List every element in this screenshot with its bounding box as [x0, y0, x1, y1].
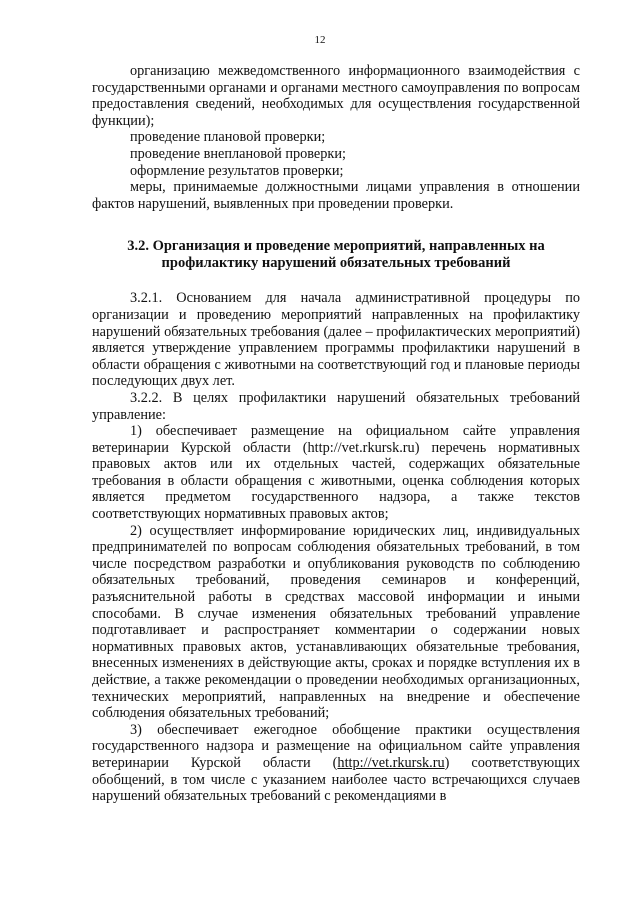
item3-text-before: 3) обеспечивает ежегодное обобщение практики осуществления государственного надзора и размещение на официальном сайте управления ветеринарии Курской области ( — [92, 721, 580, 771]
website-link[interactable]: http://vet.rkursk.ru — [337, 754, 445, 771]
item3-text-after: ) соответствующих обобщений, в том числе с указанием наиболее часто встречающихся случаев нарушений обязательных требований с рекомендациями в — [92, 754, 580, 805]
paragraph-3-2-1: 3.2.1. Основанием для начала административной процедуры по организации и проведению мероприятий направленных на профилактику нарушений обязательных требования (далее – профилактических мероприятий) является утверждение управлением программы профилактики нарушений в области обращения с животными на соответствующий год и плановые периоды последующих двух лет. — [92, 290, 580, 390]
paragraph-measures: меры, принимаемые должностными лицами управления в отношении фактов нарушений, выявленных при проведении проверки. — [92, 179, 580, 212]
paragraph-interagency: организацию межведомственного информационного взаимодействия с государственными органами и органами местного самоуправления по вопросам предоставления сведений, необходимых для осуществления государственной функции); — [92, 63, 580, 129]
paragraph-3-2-2: 3.2.2. В целях профилактики нарушений обязательных требований управление: — [92, 389, 580, 423]
list-item-1-publication: 1) обеспечивает размещение на официальном сайте управления ветеринарии Курской области (http://vet.rkursk.ru) перечень нормативных правовых актов или их отдельных частей, содержащих обязательные требования в области обращения с животными, оценка соблюдения которых является предметом государственного надзора, а также текстов соответствующих нормативных правовых актов; — [92, 423, 580, 523]
page-number: 12 — [314, 34, 326, 46]
list-item-2-informing: 2) осуществляет информирование юридических лиц, индивидуальных предпринимателей по вопросам соблюдения обязательных требований, в том числе посредством разработки и опубликования руководств по соблюдению обязательных требований, проведения семинаров и конференций, разъяснительной работы в средствах массовой информации и иными способами. В случае изменения обязательных требований управление подготавливает и распространяет комментарии о содержании новых нормативных правовых актов, устанавливающих обязательные требования, внесенных изменениях в действующие акты, сроках и порядке вступления их в действие, а также рекомендации о проведении необходимых организационных, технических мероприятий, направленных на внедрение и обеспечение соблюдения обязательных требований; — [92, 522, 580, 722]
section-heading-3-2: 3.2. Организация и проведение мероприятий, направленных на профилактику нарушений обязательных требований — [127, 238, 545, 272]
list-item-3-generalization — [92, 722, 580, 805]
list-item-unplanned-inspection: проведение внеплановой проверки; — [130, 145, 346, 162]
document-body — [92, 63, 580, 805]
list-item-inspection-results: оформление результатов проверки; — [130, 162, 344, 179]
list-item-planned-inspection: проведение плановой проверки; — [130, 129, 326, 146]
